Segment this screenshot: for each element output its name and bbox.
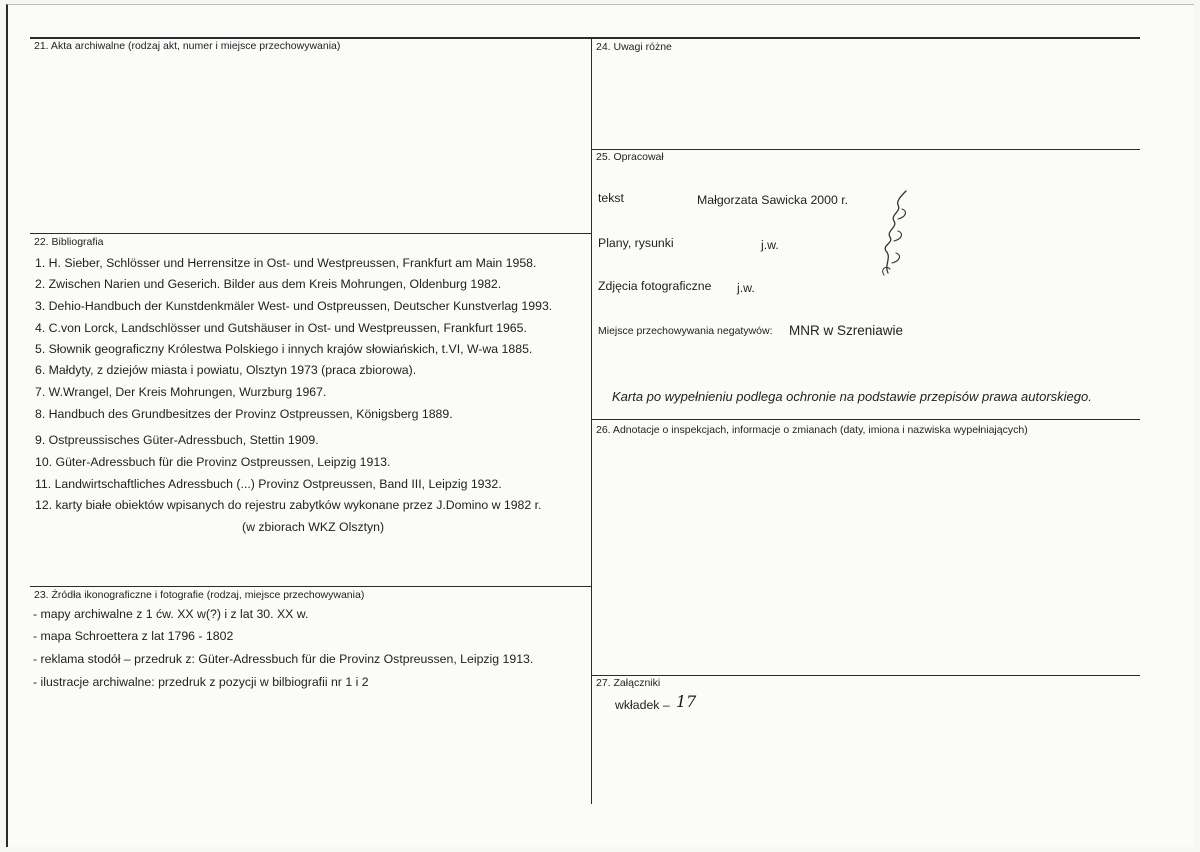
rule-s23 [30,586,591,587]
iconography-item: - ilustracje archiwalne: przedruk z pozycji w bilbiografii nr 1 i 2 [33,675,369,689]
bibliography-item: 8. Handbuch des Grundbesitzes der Provinz Ostpreussen, Königsberg 1889. [35,407,453,421]
bibliography-item: 5. Słownik geograficzny Królestwa Polskiego i innych krajów słowiańskich, t.VI, W-wa 1885. [35,342,533,356]
zdjecia-label: Zdjęcia fotograficzne [598,279,712,293]
bibliography-item: 7. W.Wrangel, Der Kreis Mohrungen, Wurzburg 1967. [35,385,327,399]
wkladek-label: wkładek – [615,698,670,712]
plany-label: Plany, rysunki [598,236,674,250]
section-26-label: 26. Adnotacje o inspekcjach, informacje o zmianach (daty, imiona i nazwiska wypełniających) [596,424,1028,436]
bibliography-item: 9. Ostpreussisches Güter-Adressbuch, Stettin 1909. [35,433,319,447]
bibliography-item: 10. Güter-Adressbuch für die Provinz Ostpreussen, Leipzig 1913. [35,455,391,469]
tekst-value: Małgorzata Sawicka 2000 r. [697,193,849,207]
section-24-label: 24. Uwagi różne [596,41,672,53]
section-25-label: 25. Opracował [596,151,664,163]
section-22-label: 22. Bibliografia [34,236,104,248]
copyright-notice: Karta po wypełnieniu podlega ochronie na podstawie przepisów prawa autorskiego. [612,389,1092,404]
bibliography-item: 4. C.von Lorck, Landschlösser und Gutshäuser in Ost- und Westpreussen, Frankfurt 1965. [35,321,527,335]
rule-column-divider [591,37,592,804]
rule-s26 [591,419,1140,420]
iconography-item: - reklama stodół – przedruk z: Güter-Adressbuch für die Provinz Ostpreussen, Leipzig 1913. [33,652,534,666]
bibliography-item: 1. H. Sieber, Schlösser und Herrensitze in Ost- und Westpreussen, Frankfurt am Main 1958. [35,256,537,270]
signature [872,185,932,280]
section-23-label: 23. Źródła ikonograficzne i fotografie (rodzaj, miejsce przechowywania) [34,589,365,601]
section-21-label: 21. Akta archiwalne (rodzaj akt, numer i miejsce przechowywania) [34,40,341,52]
bibliography-item: 12. karty białe obiektów wpisanych do rejestru zabytków wykonane przez J.Domino w 1982 r. [35,498,542,512]
wkladek-count: 17 [676,692,697,711]
bibliography-item-note: (w zbiorach WKZ Olsztyn) [242,520,385,534]
bibliography-item: 6. Małdyty, z dziejów miasta i powiatu, Olsztyn 1973 (praca zbiorowa). [35,363,417,377]
zdjecia-value: j.w. [737,281,755,295]
bibliography-item: 11. Landwirtschaftliches Adressbuch (...) Provinz Ostpreussen, Band III, Leipzig 1932. [35,477,502,491]
rule-s22 [30,233,591,234]
plany-value: j.w. [761,238,779,252]
rule-s25 [591,149,1140,150]
section-27-label: 27. Załączniki [596,677,661,689]
miejsce-value: MNR w Szreniawie [789,323,904,338]
iconography-item: - mapa Schroettera z lat 1796 - 1802 [33,629,234,643]
iconography-item: - mapy archiwalne z 1 ćw. XX w(?) i z lat 30. XX w. [33,607,309,621]
bibliography-item: 2. Zwischen Narien und Geserich. Bilder aus dem Kreis Mohrungen, Oldenburg 1982. [35,277,502,291]
rule-top [30,37,1140,39]
bibliography-item: 3. Dehio-Handbuch der Kunstdenkmäler West- und Ostpreussen, Deutscher Kunstverlag 1993. [35,299,553,313]
rule-s27 [591,675,1140,676]
miejsce-label: Miejsce przechowywania negatywów: [598,325,773,337]
tekst-label: tekst [598,191,624,205]
